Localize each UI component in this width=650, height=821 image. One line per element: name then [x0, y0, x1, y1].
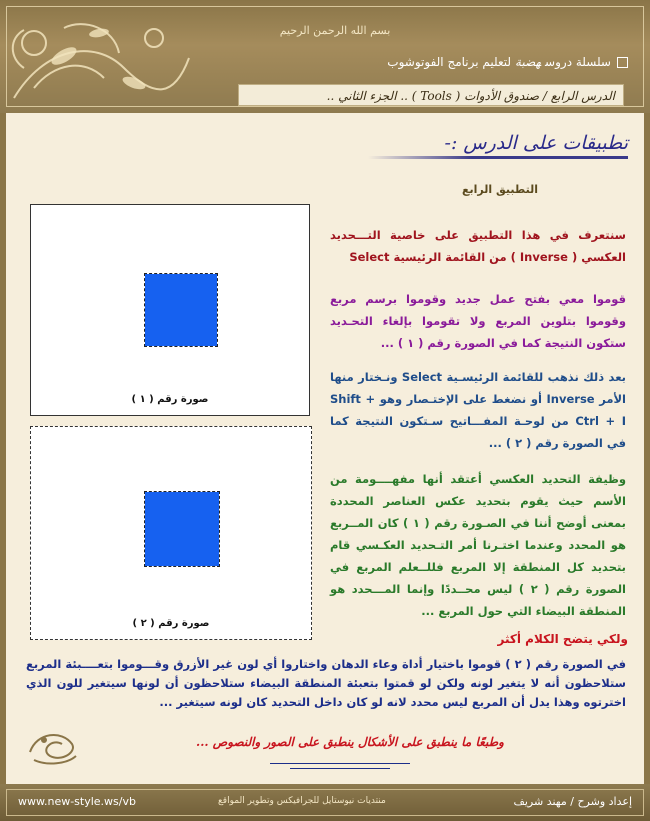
series-title — [387, 55, 628, 69]
paragraph-step-2: بعد ذلك نذهب للقائمة الرئيسـية Select ونـختار منها الأمر Inverse أو نضغط على الإختـصار وهو Shift + Ctrl + I من لوحـة المفـــاتيح سـتكون النتيجة كما في الصورة رقم ( ٢ ) ... — [330, 370, 626, 450]
bullet-square-icon — [617, 57, 628, 68]
header-banner — [0, 0, 650, 113]
figure-2 — [30, 426, 312, 640]
section-title: تطبيقات على الدرس :- — [368, 132, 628, 159]
author-credit: إعداد وشرح / مهند شريف — [513, 795, 632, 808]
paragraph-intro: سنتعرف في هذا التطبيق على خاصية التـــحديد العكسي ( Inverse ) من القائمة الرئيسية Select — [330, 228, 626, 264]
divider — [290, 768, 390, 769]
website-link[interactable]: www.new-style.ws/vb — [18, 795, 136, 808]
figure-2-caption: صورة رقم ( ٢ ) — [132, 618, 210, 629]
blue-square-shape — [145, 492, 219, 566]
lesson-subtitle: الدرس الرابع / صندوق الأدوات ( Tools ) .. الجزء الثاني .. — [238, 84, 624, 106]
frame-left — [0, 113, 6, 784]
basmala: بسم الله الرحمن الرحيم — [279, 24, 391, 37]
frame-right — [644, 113, 650, 784]
divider — [270, 763, 410, 764]
figure-1 — [30, 204, 310, 416]
blue-square-shape — [145, 274, 217, 346]
author-signature-logo — [22, 722, 82, 768]
application-title: التطبيق الرابع — [462, 183, 538, 196]
paragraph-explanation: وظيفة التحديد العكسي أعتقد أنها مفهــــومة من الأسم حيث يقوم بتحديد عكس العناصر المحددة بمعنى أوضح أننا في الصـورة رقم ( ١ ) كان المــربع هو المحدد وعندما اختـرنا أمر التـحديد العكـسي قام بتحديد كل المنطقة إلا المربع فللــعلم المربع في الصورة رقم ( ٢ ) ليس محــددًا وإنما المـــحدد هو المنطقة البيضاء التي حول المربع ... — [330, 472, 626, 618]
clarify-heading: ولكي يتضح الكلام أكثر — [497, 632, 628, 646]
paragraph-step-1: قوموا معي بفتح عمل جديد وقوموا برسم مربع وقوموا بتلوين المربع ولا تقوموا بإلغاء التحـديد ستكون النتيجة كما في الصورة رقم ( ١ ) ... — [330, 292, 626, 350]
series-suffix: لتعليم برنامج الفوتوشوب — [387, 55, 512, 69]
series-logo: هضبة — [515, 55, 542, 69]
figure-1-caption: صورة رقم ( ١ ) — [131, 394, 209, 405]
floral-ornament-icon — [4, 8, 194, 108]
series-prefix: سلسلة دروس — [545, 55, 611, 69]
footer-bar — [0, 784, 650, 821]
clarify-paragraph: في الصورة رقم ( ٢ ) قوموا باختيار أداة وعاء الدهان واختاروا أي لون غير الأزرق وقـــوموا بتعــــبئة المربع ستلاحظون أنه لا يتغير لونه ولكن لو قمتوا بتعبئة المنطقة البيضاء ستلاحظون أن لونها سيتغير للون الذي اخترتوه وهذا يدل أن المربع ليس محدد لانه لو كان داخل التحديد كان لونه سيتغير ... — [26, 657, 626, 709]
closing-note: وطبعًا ما ينطبق على الأشكال ينطبق على الصور والنصوص ... — [196, 735, 504, 749]
forum-name: منتديات نيوستايل للجرافيكس وتطوير المواقع — [218, 796, 386, 806]
